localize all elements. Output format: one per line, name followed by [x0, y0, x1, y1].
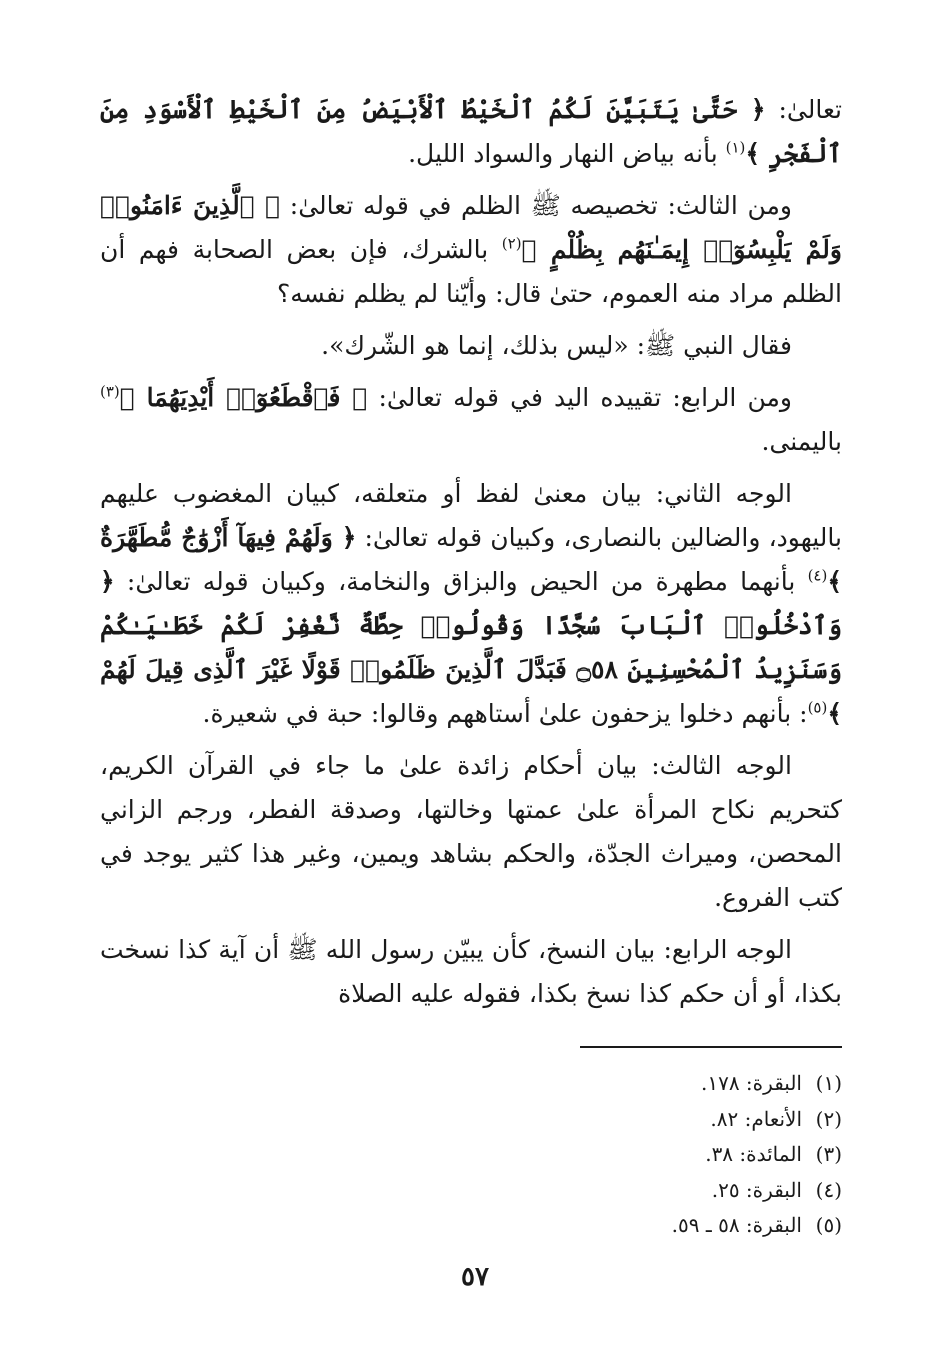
- footnote-item: [342, 1208, 842, 1244]
- quran-verse: ﴿ فَٱقْطَعُوٓا۟ أَيْدِيَهُمَا ﴾: [119, 383, 368, 412]
- footnote-number: (٢): [815, 1106, 842, 1131]
- text-run: تعالىٰ:: [765, 95, 842, 124]
- footnote-text: الأنعام: ٨٢.: [710, 1106, 802, 1131]
- paragraph: [100, 376, 842, 464]
- text-run: بأنهما مطهرة من الحيض والبزاق والنخامة، وكبيان قوله تعالىٰ:: [114, 567, 808, 596]
- quran-verse: ﴿ حَتَّىٰ يَتَبَيَّنَ لَكُمُ ٱلْخَيْطُ ٱلْأَبْيَضُ مِنَ ٱلْخَيْطِ ٱلْأَسْوَدِ مِنَ ٱلْفَجْرِ ﴾: [100, 95, 842, 168]
- footnote-number: (٤): [815, 1177, 842, 1202]
- quran-verse: ﴿ ٱلَّذِينَ ءَامَنُوا۟ وَلَمْ يَلْبِسُوٓا۟ إِيمَـٰنَهُم بِظُلْمٍ ﴾: [100, 191, 842, 264]
- footnote-number: (١): [815, 1071, 842, 1095]
- text-run: : بأنهم دخلوا يزحفون علىٰ أستاههم وقالوا: حبة في شعيرة.: [202, 699, 808, 728]
- text-run: ومن الثالث: تخصيصه ﷺ الظلم في قوله تعالىٰ:: [280, 191, 792, 220]
- text-run: بالشرك، فإن بعض الصحابة فهم أن الظلم مراد منه العموم، حتىٰ قال: وأيّنا لم يظلم نفسه؟: [100, 235, 842, 308]
- quran-verse: ﴿ وَٱدْخُلُوا۟ ٱلْبَابَ سُجَّدًا وَقُولُوا۟ حِطَّةٌ نَّغْفِرْ لَكُمْ خَطَـٰيَـٰكُمْ وَسَنَزِيدُ ٱلْمُحْسِنِينَ ۝٥٨ فَبَدَّلَ ٱلَّذِينَ ظَلَمُوا۟ قَوْلًا غَيْرَ ٱلَّذِى قِيلَ لَهُمْ ﴾: [100, 567, 842, 728]
- quran-verse: ﴿ وَلَهُمْ فِيهَآ أَزْوَٰجٌ مُّطَهَّرَةٌ ﴾: [100, 523, 842, 596]
- footnotes-list: [342, 1066, 842, 1244]
- paragraph: الوجه الرابع: بيان النسخ، كأن يبيّن رسول الله ﷺ أن آية كذا نسخت بكذا، أو أن حكم كذا نسخ بكذا، فقوله عليه الصلاة: [100, 935, 842, 1008]
- footnote-item: [342, 1066, 842, 1102]
- footnote-ref[interactable]: (٥): [807, 698, 828, 717]
- footnote-item: [342, 1173, 842, 1209]
- footnote-item: [342, 1102, 842, 1138]
- text-run: الوجه الثاني: بيان معنىٰ لفظ أو متعلقه، كبيان المغضوب عليهم باليهود، والضالين بالنصارى، وكبيان قوله تعالىٰ:: [100, 479, 842, 552]
- paragraph: [100, 88, 842, 176]
- footnote-ref[interactable]: (٣): [100, 382, 120, 401]
- footnote-ref[interactable]: (١): [725, 138, 746, 157]
- paragraph: الوجه الثالث: بيان أحكام زائدة علىٰ ما جاء في القرآن الكريم، كتحريم نكاح المرأة علىٰ عمتها وخالتها، وصدقة الفطر، ورجم الزاني المحصن، وميراث الجدّة، والحكم بشاهد ويمين، وغير هذا كثير يوجد في كتب الفروع.: [100, 751, 842, 912]
- footnote-ref[interactable]: (٢): [501, 234, 522, 253]
- footnote-text: البقرة: ٥٨ ـ ٥٩.: [671, 1213, 802, 1237]
- page-number: ٥٧: [461, 1262, 489, 1292]
- footnote-item: [342, 1137, 842, 1173]
- text-run: بأنه بياض النهار والسواد الليل.: [408, 139, 726, 168]
- paragraph: [100, 184, 842, 316]
- footnote-text: البقرة: ١٧٨.: [700, 1071, 802, 1095]
- text-run: ومن الرابع: تقييده اليد في قوله تعالىٰ:: [367, 383, 792, 412]
- footnote-text: البقرة: ٢٥.: [711, 1177, 802, 1202]
- footnote-number: (٣): [815, 1142, 842, 1166]
- footnote-number: (٥): [815, 1213, 842, 1237]
- footnote-divider: [580, 1046, 842, 1048]
- footnote-text: المائدة: ٣٨.: [705, 1142, 802, 1166]
- paragraph: فقال النبي ﷺ: «ليس بذلك، إنما هو الشّرك».: [321, 331, 792, 360]
- paragraph: [100, 472, 842, 736]
- main-text: [100, 88, 842, 1024]
- text-run: باليمنى.: [761, 427, 842, 456]
- footnote-ref[interactable]: (٤): [807, 566, 828, 585]
